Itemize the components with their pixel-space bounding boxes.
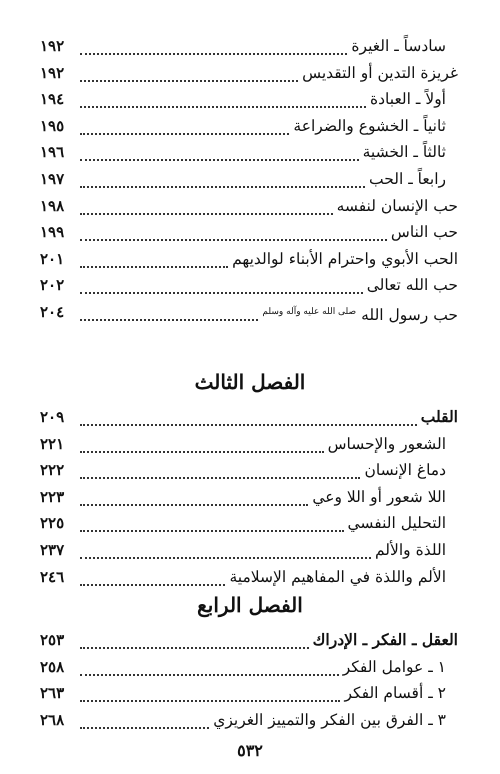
toc-entry-title-text: حب الناس [390,223,458,242]
dot-leader [80,545,371,559]
honorific-mark: صلى الله عليه وآله وسلم [262,306,357,317]
toc-entry-title-text: رابعاً ـ الحب [369,169,446,188]
dot-leader [80,572,225,586]
toc-entry-title-text: ٢ ـ أقسام الفكر [344,684,446,703]
toc-entry-title [363,272,458,299]
toc-entry [40,484,458,511]
dot-leader [80,412,417,426]
toc-entry-page: ١٩٤ [40,90,65,109]
toc-entry-title-text: القلب [420,407,458,426]
toc-entry-page: ٢٢٣ [40,487,65,506]
toc-entry-title [228,246,458,273]
toc-entry [40,299,458,326]
toc-entry-page: ٢٣٧ [40,540,65,559]
toc-entry-page: ٢٥٣ [40,631,65,649]
dot-leader [80,465,360,479]
dot-leader [80,492,308,506]
toc-entry-page: ٢٢١ [40,434,65,453]
dot-leader [80,147,359,161]
toc-entry [40,707,458,734]
toc-entry-page: ٢٥٨ [40,657,65,676]
toc-entry-title-text: حب الإنسان لنفسه [336,196,458,215]
toc-entry-title [258,299,458,329]
toc-entry-title [361,457,447,484]
toc-entry-page: ١٩٥ [40,116,65,135]
chapter-heading-3: الفصل الثالث [194,370,306,394]
toc-entry [40,166,458,193]
toc-entry [40,33,458,60]
dot-leader [80,635,309,649]
dot-leader [80,715,209,729]
toc-entry-title [359,139,446,166]
toc-entry-page: ٢٤٦ [40,567,65,586]
dot-leader [80,662,339,676]
dot-leader [80,254,228,268]
toc-entry [40,113,458,140]
toc-entry-title-text: اللذة والألم [374,540,446,559]
dot-leader [80,280,363,294]
toc-entry-title-text: الألم واللذة في المفاهيم الإسلامية [229,567,446,586]
toc-entry-title-text: حب رسول الله [361,306,458,325]
toc-entry [40,60,458,87]
toc-section-chapter-3 [40,404,458,590]
dot-leader [80,518,344,532]
toc-entry-title-text: ٣ ـ الفرق بين الفكر والتمييز الغريزي [213,710,446,729]
dot-leader [80,227,387,241]
toc-entry [40,139,458,166]
toc-entry-page: ٢٠٢ [40,276,65,295]
toc-entry [40,246,458,273]
toc-entry-page: ٢٠٩ [40,408,65,426]
toc-entry-title [298,60,458,87]
toc-entry-page: ٢٢٢ [40,461,65,480]
toc-entry-title [365,166,446,193]
chapter-heading-4: الفصل الرابع [197,593,303,617]
toc-entry [40,627,458,654]
dot-leader [80,174,365,188]
toc-entry [40,510,458,537]
toc-entry [40,272,458,299]
toc-entry-title [344,510,446,537]
toc-entry-title-text: ثانياً ـ الخشوع والضراعة [293,116,446,135]
toc-entry-title [308,484,446,511]
page-number: ٥٣٢ [237,741,263,760]
toc-entry-title [417,404,458,431]
toc-entry-title [371,537,446,564]
dot-leader [80,94,366,108]
toc-entry-page: ١٩٧ [40,169,65,188]
toc-entry [40,431,458,458]
toc-entry-title-text: اللا شعور أو اللا وعي [312,487,446,506]
toc-entry [40,404,458,431]
toc-entry-title [225,564,446,591]
toc-entry [40,537,458,564]
toc-entry-title [366,86,446,113]
toc-entry-title [347,33,446,60]
toc-entry-title [209,707,446,734]
toc-entry-page: ٢٠١ [40,249,65,268]
dot-leader [80,68,298,82]
toc-entry-title-text: أولاً ـ العبادة [370,90,446,109]
toc-entry [40,86,458,113]
toc-entry [40,219,458,246]
toc-entry-title-text: التحليل النفسي [347,514,446,533]
toc-section-chapter-4 [40,627,458,733]
toc-entry-title-text: الحب الأبوي واحترام الأبناء لوالديهم [232,249,458,268]
toc-section-continued [40,33,458,326]
toc-entry-page: ٢٠٤ [40,302,65,321]
toc-entry-title-text: ١ ـ عوامل الفكر [342,657,446,676]
toc-entry-title-text: الشعور والإحساس [327,434,446,453]
toc-entry-page: ٢٦٣ [40,684,65,703]
toc-entry-title [333,193,458,220]
toc-entry-title [324,431,446,458]
dot-leader [80,688,340,702]
toc-entry-page: ١٩٢ [40,37,65,55]
toc-entry-title-text: العقل ـ الفكر ـ الإدراك [312,630,458,649]
toc-entry-title [387,219,458,246]
toc-entry [40,654,458,681]
toc-entry-title-text: دماغ الإنسان [364,461,446,480]
dot-leader [80,439,324,453]
dot-leader [80,201,333,215]
toc-entry-page: ١٩٨ [40,196,65,215]
toc-entry-title [341,680,447,707]
toc-entry [40,457,458,484]
toc-entry-title-text: سادساً ـ الغيرة [351,37,446,55]
toc-entry [40,193,458,220]
toc-entry [40,564,458,591]
toc-entry-title-text: ثالثاً ـ الخشية [362,143,446,162]
toc-entry-page: ١٩٩ [40,223,65,242]
toc-entry-title-text: غريزة التدين أو التقديس [302,63,458,82]
toc-entry-page: ٢٢٥ [40,514,65,533]
toc-entry-title [339,654,446,681]
toc-entry-page: ١٩٢ [40,63,65,82]
toc-entry-title-text: حب الله تعالى [366,276,458,295]
toc-entry-page: ٢٦٨ [40,710,65,729]
dot-leader [80,121,289,135]
toc-entry-page: ١٩٦ [40,143,65,162]
dot-leader [80,307,258,321]
toc-entry-title [289,113,446,140]
toc-entry-title [309,627,458,654]
dot-leader [80,41,347,55]
toc-entry [40,680,458,707]
